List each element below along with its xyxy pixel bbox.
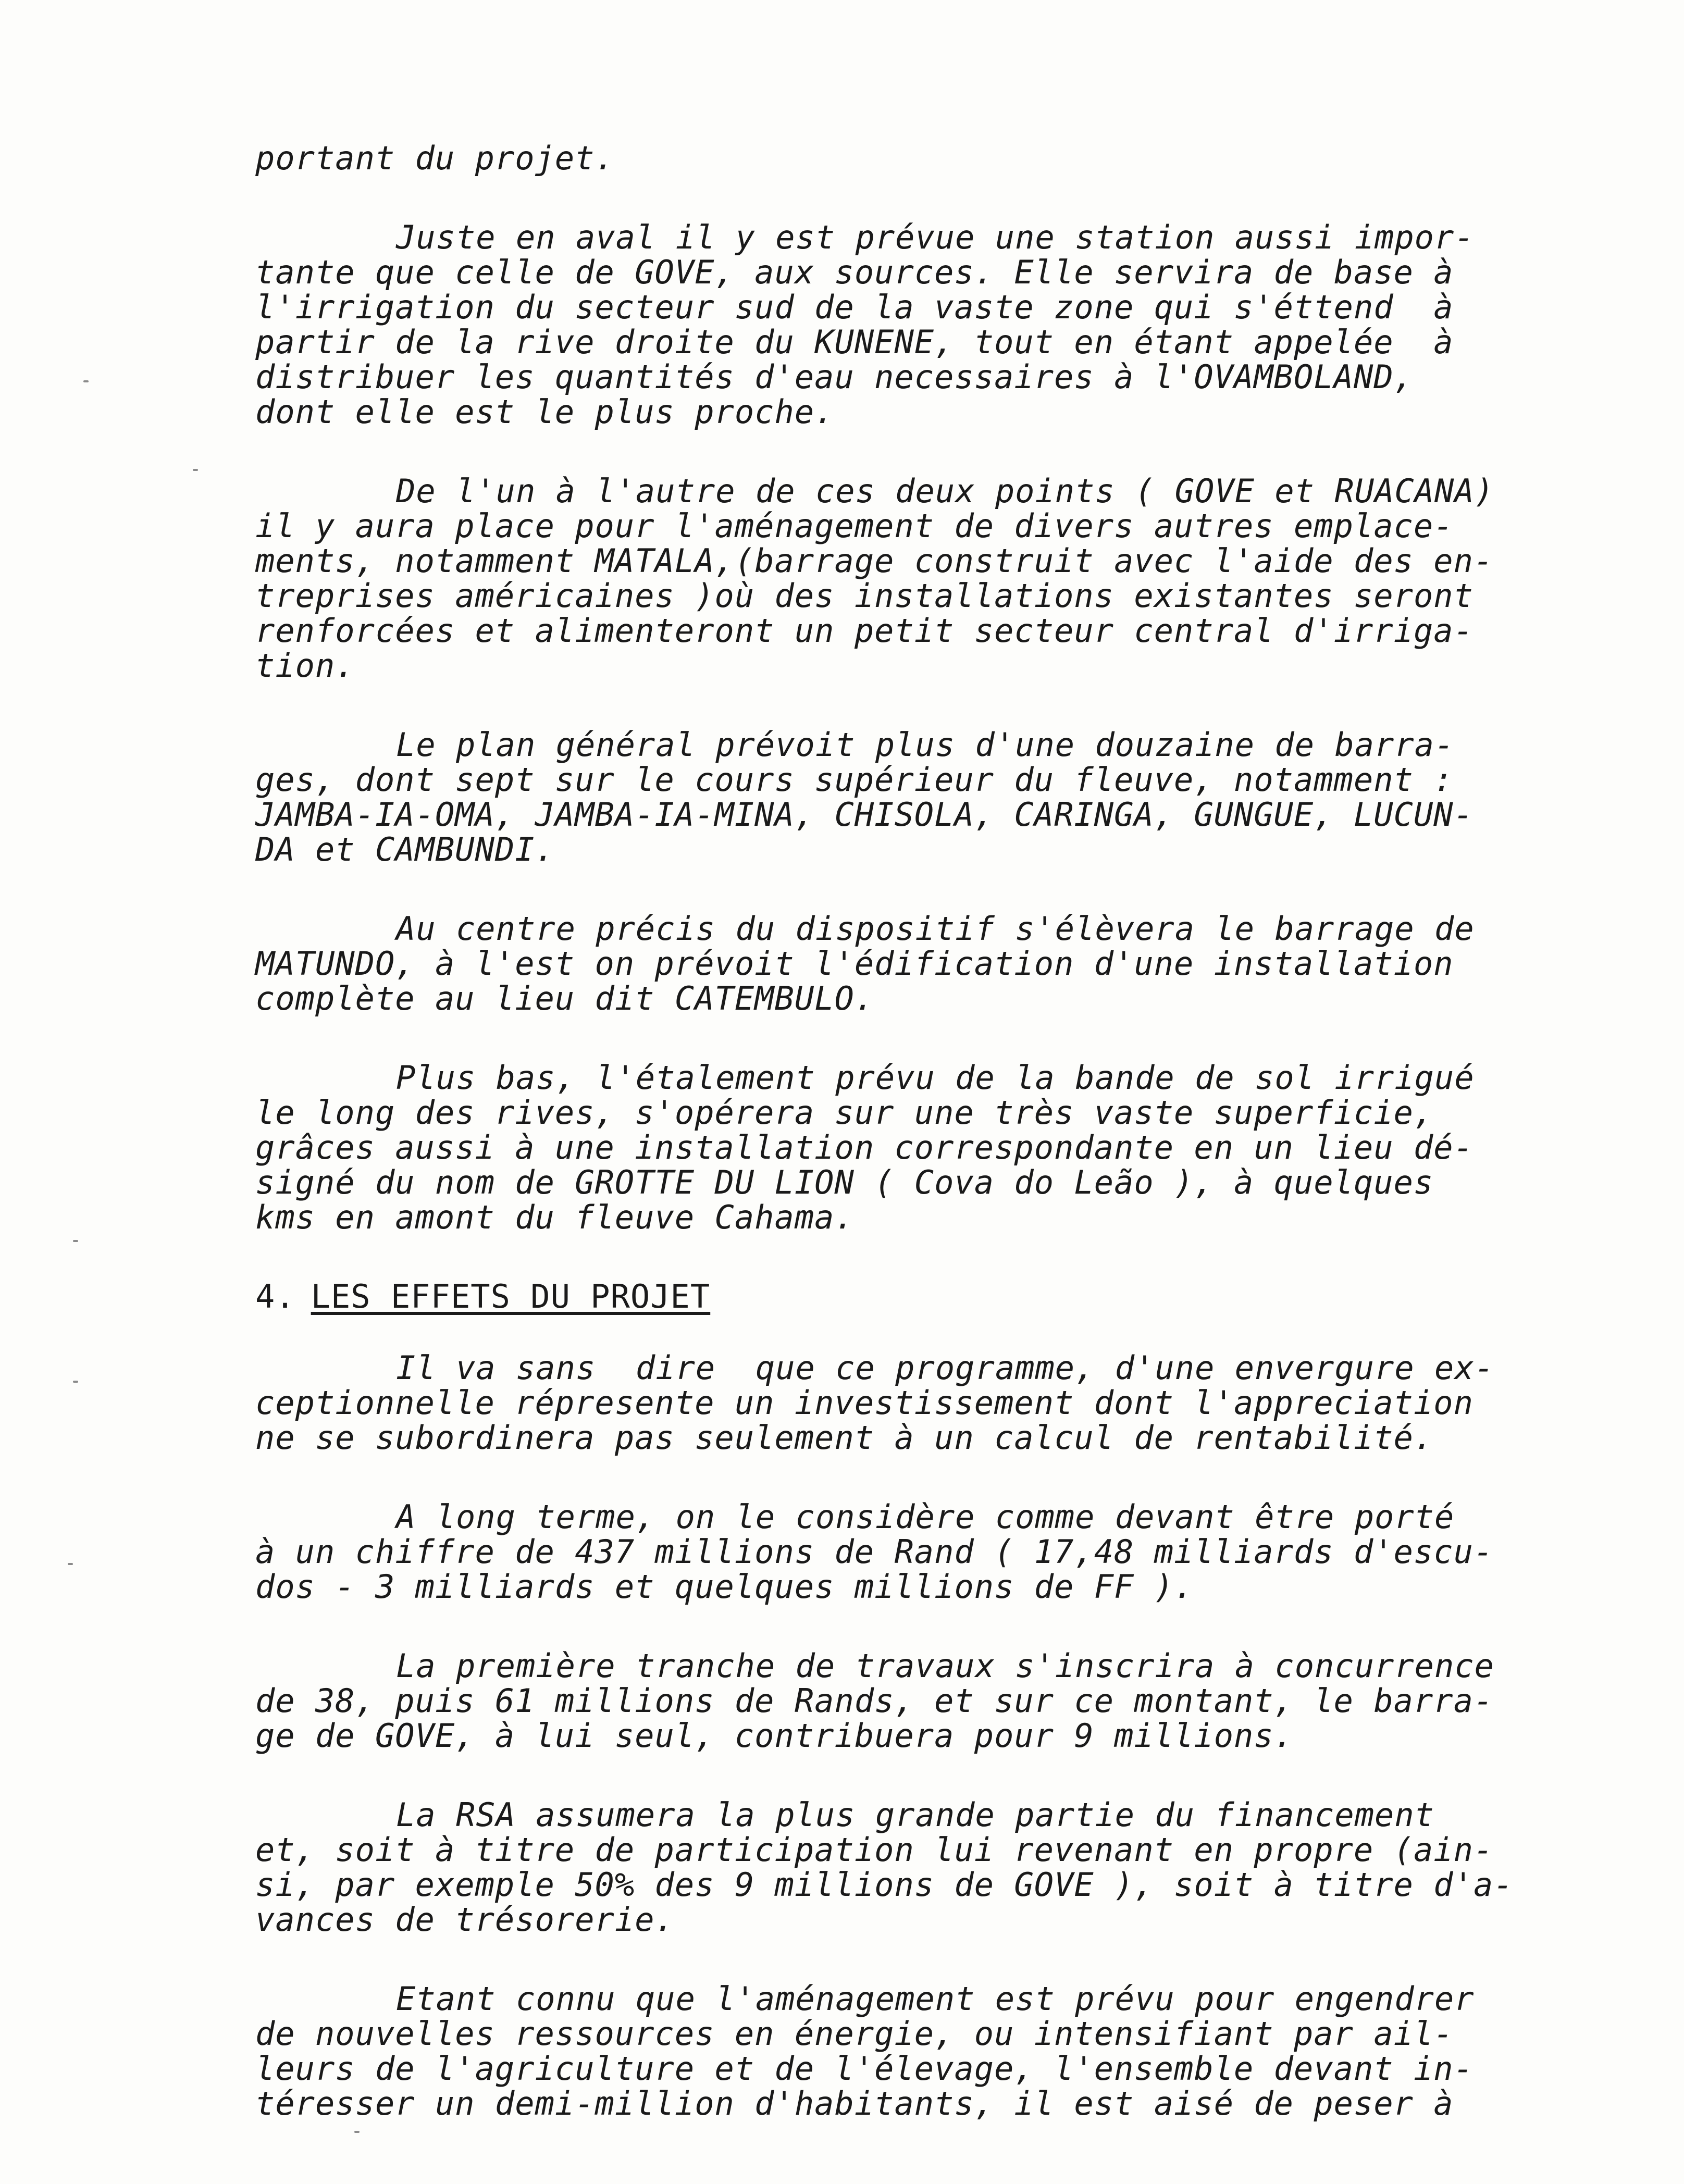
text-line: A long terme, on le considère comme devant être porté <box>396 1498 1455 1536</box>
text-line: complète au lieu dit CATEMBULO. <box>255 979 875 1017</box>
paragraphs-before-section <box>255 141 1537 1235</box>
text-line: partir de la rive droite du KUNENE, tout en étant appelée à <box>255 323 1454 361</box>
text-line: de 38, puis 61 millions de Rands, et sur ce montant, le barra- <box>255 1682 1494 1720</box>
paragraph <box>255 1797 1537 1937</box>
paragraph <box>255 727 1537 867</box>
scan-speck <box>73 1381 78 1383</box>
text-line: kms en amont du fleuve Cahama. <box>255 1198 855 1236</box>
text-line: Juste en aval il y est prévue une station aussi impor- <box>396 218 1475 256</box>
text-line: ments, notamment MATALA,(barrage construit avec l'aide des en- <box>255 542 1494 580</box>
paragraph <box>255 1981 1537 2121</box>
text-line: leurs de l'agriculture et de l'élevage, l'ensemble devant in- <box>255 2050 1474 2088</box>
text-line: treprises américaines )où des installations existantes seront <box>255 577 1474 615</box>
paragraph <box>255 1350 1537 1455</box>
paragraph <box>255 1499 1537 1604</box>
text-line: grâces aussi à une installation correspondante en un lieu dé- <box>255 1128 1474 1167</box>
text-line: portant du projet. <box>255 139 615 177</box>
paragraph <box>255 220 1537 429</box>
text-line: dont elle est le plus proche. <box>255 393 835 431</box>
scan-speck <box>73 1240 78 1242</box>
scan-speck <box>354 2131 360 2133</box>
text-line: MATUNDO, à l'est on prévoit l'édification d'une installation <box>255 945 1454 983</box>
text-line: à un chiffre de 437 millions de Rand ( 17,48 milliards d'escu- <box>255 1533 1494 1571</box>
text-line: De l'un à l'autre de ces deux points ( GOVE et RUACANA) <box>396 472 1494 510</box>
text-line: et, soit à titre de participation lui revenant en propre (ain- <box>255 1831 1494 1869</box>
scan-speck <box>83 380 89 382</box>
text-line: Le plan général prévoit plus d'une douzaine de barra- <box>396 726 1455 764</box>
text-line: tion. <box>255 647 355 685</box>
text-line: ge de GOVE, à lui seul, contribuera pour 9 millions. <box>255 1717 1294 1755</box>
paragraph <box>255 141 1537 176</box>
text-line: JAMBA-IA-OMA, JAMBA-IA-MINA, CHISOLA, CARINGA, GUNGUE, LUCUN- <box>255 796 1474 834</box>
text-line: de nouvelles ressources en énergie, ou intensifiant par ail- <box>255 2015 1454 2053</box>
text-line: téresser un demi-million d'habitants, il est aisé de peser à <box>255 2084 1454 2123</box>
text-line: il y aura place pour l'aménagement de divers autres emplace- <box>255 507 1454 545</box>
paragraph <box>255 911 1537 1016</box>
scan-speck <box>193 469 198 471</box>
paragraph <box>255 474 1537 683</box>
text-line: ne se subordinera pas seulement à un calcul de rentabilité. <box>255 1419 1434 1457</box>
section-heading <box>255 1279 1537 1314</box>
text-line: Au centre précis du dispositif s'élèvera le barrage de <box>396 910 1475 948</box>
text-line: si, par exemple 50% des 9 millions de GOVE ), soit à titre d'a- <box>255 1866 1514 1904</box>
section-number: 4. <box>255 1277 295 1316</box>
text-line: le long des rives, s'opérera sur une très vaste superficie, <box>255 1094 1434 1132</box>
text-line: dos - 3 milliards et quelques millions de FF ). <box>255 1568 1194 1606</box>
text-line: DA et CAMBUNDI. <box>255 830 555 868</box>
text-line: vances de trésorerie. <box>255 1901 675 1939</box>
document-body <box>255 141 1537 2165</box>
text-line: Etant connu que l'aménagement est prévu pour engendrer <box>396 1980 1475 2018</box>
text-line: tante que celle de GOVE, aux sources. Elle servira de base à <box>255 253 1454 291</box>
text-line: distribuer les quantités d'eau necessaires à l'OVAMBOLAND, <box>255 358 1414 396</box>
paragraph <box>255 1648 1537 1753</box>
text-line: Plus bas, l'étalement prévu de la bande de sol irrigué <box>396 1059 1475 1097</box>
text-line: signé du nom de GROTTE DU LION ( Cova do Leão ), à quelques <box>255 1163 1434 1201</box>
text-line: ceptionnelle répresente un investissement dont l'appreciation <box>255 1384 1474 1422</box>
text-line: Il va sans dire que ce programme, d'une envergure ex- <box>396 1349 1494 1387</box>
text-line: La première tranche de travaux s'inscrira à concurrence <box>396 1647 1494 1685</box>
section-title: LES EFFETS DU PROJET <box>311 1277 711 1316</box>
paragraphs-after-section <box>255 1350 1537 2121</box>
text-line: l'irrigation du secteur sud de la vaste zone qui s'éttend à <box>255 288 1454 326</box>
text-line: ges, dont sept sur le cours supérieur du fleuve, notamment : <box>255 761 1454 799</box>
text-line: La RSA assumera la plus grande partie du financement <box>396 1796 1435 1834</box>
text-line: renforcées et alimenteront un petit secteur central d'irriga- <box>255 612 1474 650</box>
scan-speck <box>68 1563 73 1565</box>
paragraph <box>255 1060 1537 1235</box>
